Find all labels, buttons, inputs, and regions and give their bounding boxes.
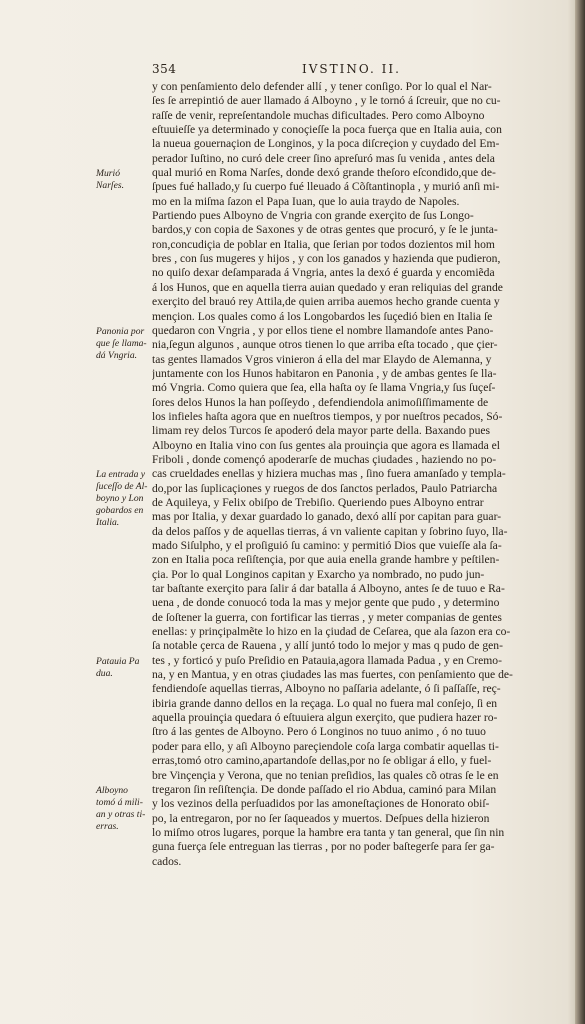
text-line: eſtuuieſſe ya determinado y conoçieſſe la poca fuerça que en Italia auia, con bbox=[152, 123, 502, 137]
text-line: enellas: y prinçipalmẽte lo hizo en la çiudad de Ceſarea, que ala ſazon era co- bbox=[152, 625, 511, 639]
margin-note-line: La entrada y bbox=[96, 469, 146, 481]
text-line: á los Hunos, que en aquella tierra auian quedado y eran reliquias del grande bbox=[152, 280, 503, 294]
text-line: cados. bbox=[152, 854, 182, 868]
text-line: mençion. Los quales como á los Longobardos les ſuçedió bien en Italia ſe bbox=[152, 309, 493, 323]
text-line: exerçito del brauó rey Attila,de quien arriba auemos hecho grande cuenta y bbox=[152, 295, 500, 309]
text-line: çia. Por lo qual Longinos capitan y Exarcho ya nombrado, no pudo jun- bbox=[152, 567, 485, 581]
page-header bbox=[152, 62, 572, 80]
text-line: juntamente con los Hunos habitaron en Panonia , y de ambas gentes ſe lla- bbox=[152, 366, 497, 380]
margin-note bbox=[96, 469, 162, 529]
page-number: 354 bbox=[152, 62, 177, 76]
text-line: ron,concudiçia de poblar en Italia, que ſerian por todos dozientos mil hom bbox=[152, 237, 495, 251]
text-line: lo miſmo otros lugares, porque la hambre era tanta y tan general, que ſin nin bbox=[152, 825, 505, 839]
text-line: ibiria grande danno dellos en la reçaga. Lo qual no fuera mal conſejo, ſi en bbox=[152, 696, 498, 710]
text-line: guna fuerça ſele entreguan las tierras , por no poder baſtegerſe para ſer ga- bbox=[152, 840, 495, 854]
margin-note-line: Italia. bbox=[96, 517, 120, 529]
text-line: Friboli , donde començó apoderarſe de muchas çiudades , haziendo no po- bbox=[152, 452, 497, 466]
margin-note-line: Patauia Pa bbox=[96, 656, 140, 667]
text-line: aquella prouinçia quedara ó eſtuuiera algun exerçito, que pudiera hazer ro- bbox=[152, 711, 498, 725]
text-line: ſpues fué hallado,y ſu cuerpo fué lleuado á Cõſtantinopla , y murió anſi mi- bbox=[152, 180, 500, 194]
text-line: los infieles haſta agora que en nueſtros tiempos, y por nueſtros pecados, Só- bbox=[152, 409, 503, 423]
text-line: mo en la miſma ſazon el Papa Iuan, que lo auia traydo de Napoles. bbox=[152, 194, 460, 208]
text-line: cas crueldades enellas y hiziera muchas mas , ſino fuera amanſado y templa- bbox=[152, 467, 506, 481]
text-line: mó Vngria. Como quiera que ſea, ella haſta oy ſe llama Vngria,y ſus ſuçeſ- bbox=[152, 381, 496, 395]
text-line: uena , de donde conuocó toda la mas y mejor gente que pudo , y determino bbox=[152, 596, 500, 610]
text-line: tes , y forticó y puſo Preſidio en Patauia,agora llamada Padua , y en Cremo- bbox=[152, 653, 502, 667]
text-line: bre Vinçençia y Verona, que no tenian preſidios, las quales cõ otras ſe le en bbox=[152, 768, 499, 782]
margin-note-line: an y otras ti- bbox=[96, 809, 146, 821]
text-line: ſtro á las gentes de Alboyno. Pero ó Longinos no tuuo animo , ó no tuuo bbox=[152, 725, 486, 739]
running-title: IVSTINO. II. bbox=[302, 62, 401, 76]
text-line: fendiendoſe aquellas tierras, Alboyno no paſſaria adelante, ó ſi paſſaſſe, reç- bbox=[152, 682, 501, 696]
text-line: no quiſo dexar deſamparada á Vngria, antes la dexó é guarda y encomiẽda bbox=[152, 266, 495, 280]
text-line: ſes ſe arrepintió de auer llamado á Alboyno , y le tornó á ſcreuir, que no cu- bbox=[152, 94, 501, 108]
text-line: Alboyno en Italia vino con ſus gentes ala prouinçia que agora es llamada el bbox=[152, 438, 501, 452]
text-line: nia,ſegun algunos , aunque otros tienen lo que arriba eſta tocado , que çier- bbox=[152, 338, 498, 352]
text-line: raſſe de venir, repreſentandole muchas dificultades. Pero como Alboyno bbox=[152, 108, 485, 122]
text-line: quedaron con Vngria , y por ellos tiene el nombre llamandoſe antes Pano- bbox=[152, 323, 494, 337]
text-line: perador Iuſtino, no curó dele creer ſino apreſuró mas ſu venida , antes dela bbox=[152, 151, 495, 165]
text-line: y los vezinos della perſuadidos por las amoneſtaçiones de Honorato obiſ- bbox=[152, 797, 490, 811]
text-line: bardos,y con copia de Saxones y de otras gentes que procuró, y ſe le junta- bbox=[152, 223, 498, 237]
margin-note-line: gobardos en bbox=[96, 505, 144, 517]
text-line: tregaron ſin reſiſtençia. De donde paſſado el rio Abdua, caminó para Milan bbox=[152, 782, 497, 796]
margin-note-line: Alboyno bbox=[96, 785, 128, 797]
text-line: y con penſamiento delo defender allí , y tener conſigo. Por lo qual el Nar- bbox=[152, 80, 492, 93]
text-line: erras,tomó otro camino,apartandoſe dellas,por no ſe obligar á ello, y fuel- bbox=[152, 754, 492, 768]
text-line: mas por Italia, y dexar guardado lo ganado, dexó allí por capitan para guar- bbox=[152, 510, 502, 524]
text-line: la nueua gouernaçion de Longinos, y la poca diſcreçion y cuydado del Em- bbox=[152, 137, 500, 151]
margin-note-line: erras. bbox=[96, 821, 119, 833]
text-line: ſores delos Hunos la han poſſeydo , defendiendola animoſiſſimamente de bbox=[152, 395, 489, 409]
margin-note-line: dá Vngria. bbox=[96, 349, 138, 361]
margin-note bbox=[96, 785, 162, 833]
margin-note bbox=[96, 656, 162, 680]
text-line: bres , con ſus mugeres y hijos , y con los ganados y hazienda que pudieron, bbox=[152, 252, 501, 266]
margin-note bbox=[96, 326, 162, 362]
margin-note bbox=[96, 168, 162, 192]
margin-note-line: tomó á mili- bbox=[96, 797, 143, 809]
text-line: Partiendo pues Alboyno de Vngria con grande exerçito de ſus Longo- bbox=[152, 209, 474, 223]
text-line: tar baſtante exerçito para ſalir á dar batalla á Alboyno, antes ſe de tuuo e Ra- bbox=[152, 582, 505, 596]
text-line: ſa notable çerca de Rauena , y allí juntó todo lo mejor y mas q pudo de gen- bbox=[152, 639, 503, 653]
text-line: do,por las ſuplicaçiones y ruegos de dos ſanctos perlados, Paulo Patriarcha bbox=[152, 481, 498, 495]
text-line: qual murió en Roma Narſes, donde dexó grande theſoro eſcondido,que de- bbox=[152, 166, 496, 180]
margin-note-line: dua. bbox=[96, 668, 113, 679]
text-line: poder para ello, y aſi Alboyno pareçiendole coſa larga combatir aquellas ti- bbox=[152, 739, 499, 753]
margin-note-line: Murió bbox=[96, 168, 120, 180]
margin-note-line: Panonia por bbox=[96, 325, 145, 337]
text-line: de ſoſtener la guerra, con fortificar las tierras , y meter companias de gentes bbox=[152, 610, 502, 624]
margin-note-line: que ſe llama- bbox=[96, 337, 147, 349]
margin-note-line: boyno y Lon bbox=[96, 493, 144, 505]
text-line: de Aquileya, y Felix obiſpo de Trebiſio. Queriendo pues Alboyno entrar bbox=[152, 495, 484, 509]
text-line: po, la entregaron, por no ſer ſaqueados y muertos. Deſpues della hizieron bbox=[152, 811, 490, 825]
text-line: tas gentes llamados Vgros vinieron á ella del mar Elaydo de Alemanna, y bbox=[152, 352, 492, 366]
margin-note-line: Narſes. bbox=[96, 180, 124, 192]
margin-note-line: ſuceſſo de Al- bbox=[96, 481, 148, 493]
text-line: na, y en Mantua, y en otras çiudades las mas fuertes, con penſamiento que de- bbox=[152, 668, 513, 682]
body-text bbox=[152, 80, 570, 869]
text-line: mado Siſulpho, y el proſiguió ſu camino: y permitió Dios que vuieſſe ala ſa- bbox=[152, 539, 502, 552]
text-line: zon en Italia poca reſiſtençia, por que auia enella grande hambre y peſtilen- bbox=[152, 553, 500, 567]
book-spine bbox=[575, 0, 585, 1024]
text-line: limam rey delos Turcos ſe apoderó dela mayor parte della. Baxando pues bbox=[152, 424, 491, 438]
text-line: da delos paſſos y de aquellas tierras, á vn valiente capitan y ſobrino ſuyo, lla- bbox=[152, 524, 508, 538]
